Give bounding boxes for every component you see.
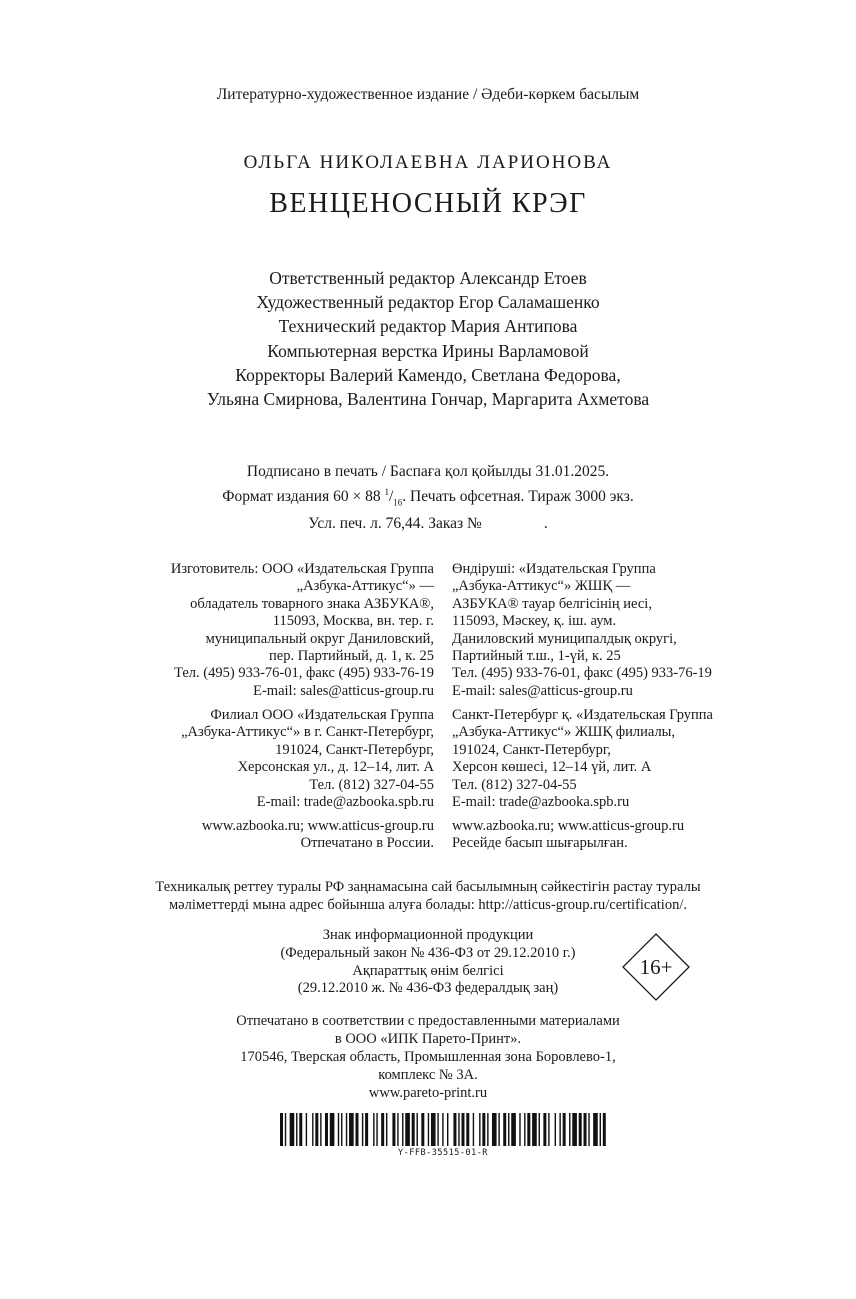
address-line: Херсон көшесі, 12–14 үй, лит. А: [452, 759, 652, 776]
manufacturer-kz-main: [452, 561, 752, 700]
barcode-bar: [447, 1113, 448, 1146]
web-kz: [452, 818, 752, 853]
credit-line: Технический редактор Мария Антипова: [278, 316, 578, 337]
website-line: www.azbooka.ru; www.atticus-group.ru: [452, 818, 685, 834]
barcode: [280, 1113, 606, 1146]
phone-line: Тел. (812) 327-04-55: [452, 776, 577, 793]
website-line: www.azbooka.ru; www.atticus-group.ru: [201, 818, 434, 834]
barcode-bar: [405, 1113, 410, 1146]
barcode-text: Y-FFB-35515-01-R: [398, 1148, 488, 1158]
address-line: Изготовитель: ООО «Издательская Группа: [170, 561, 434, 577]
note-line: Техникалық реттеу туралы РФ заңнамасына сай басылымның сәйкестігін растау туралы: [155, 879, 701, 895]
barcode-bar: [373, 1113, 374, 1146]
printer-info: [0, 1012, 856, 1102]
barcode-bar: [376, 1113, 377, 1146]
sign-line: (29.12.2010 ж. № 436-ФЗ федералдық заң): [297, 980, 559, 997]
barcode-bar: [428, 1113, 429, 1146]
address-line: Санкт-Петербург қ. «Издательская Группа: [452, 707, 713, 723]
barcode-bar: [453, 1113, 456, 1146]
manufacturer-ru-main: [100, 561, 434, 700]
note-line: мәліметтерді мына адрес бойынша алуға болады: http://atticus-group.ru/certification/.: [169, 897, 687, 913]
barcode-bar: [548, 1113, 549, 1146]
barcode-bar: [559, 1113, 560, 1146]
barcode-bar: [503, 1113, 506, 1146]
phone-line: Тел. (812) 327-04-55: [309, 776, 434, 793]
printer-line: 170546, Тверская область, Промышленная зона Боровлево-1,: [240, 1049, 616, 1065]
address-line: Өндіруші: «Издательская Группа: [452, 561, 656, 577]
branch-kz: [452, 707, 752, 811]
barcode-icon: [280, 1113, 606, 1146]
printer-line: комплекс № 3А.: [378, 1067, 478, 1083]
barcode-bar: [312, 1113, 313, 1146]
barcode-bar: [381, 1113, 384, 1146]
printer-line: www.pareto-print.ru: [368, 1085, 488, 1101]
barcode-bar: [461, 1113, 464, 1146]
address-line: „Азбука-Аттикус“» в г. Санкт-Петербург,: [181, 724, 434, 741]
email-line: E-mail: sales@atticus-group.ru: [253, 682, 434, 699]
barcode-bar: [442, 1113, 443, 1146]
printer-line: в ООО «ИПК Парето-Принт».: [334, 1031, 522, 1047]
address-line: „Азбука-Аттикус“» —: [296, 578, 434, 595]
barcode-bar: [588, 1113, 589, 1146]
printed-in-line: Ресейде басып шығарылған.: [452, 835, 628, 852]
print-sheets: Усл. печ. л. 76,44. Заказ № .: [308, 515, 548, 533]
address-line: 115093, Мәскеу, қ. іш. аум.: [452, 613, 617, 630]
barcode-bar: [417, 1113, 418, 1146]
edition-type: Литературно-художественное издание / Әдеби-көркем басылым: [216, 86, 640, 103]
barcode-bar: [458, 1113, 459, 1146]
barcode-bar: [315, 1113, 318, 1146]
barcode-bar: [579, 1113, 582, 1146]
email-line: E-mail: trade@azbooka.spb.ru: [256, 794, 434, 811]
credits-block: [0, 266, 856, 411]
barcode-bar: [519, 1113, 520, 1146]
barcode-bar: [563, 1113, 566, 1146]
barcode-bar: [569, 1113, 570, 1146]
edition-format: [0, 482, 856, 513]
barcode-bar: [600, 1113, 601, 1146]
branch-ru: [100, 707, 434, 811]
barcode-bar: [397, 1113, 398, 1146]
barcode-bar: [338, 1113, 339, 1146]
address-line: 191024, Санкт-Петербург,: [275, 741, 434, 758]
age-rating-label: 16+: [639, 955, 673, 979]
barcode-bar: [584, 1113, 587, 1146]
credit-line: Ответственный редактор Александр Етоев: [269, 268, 587, 288]
barcode-bar: [280, 1113, 283, 1146]
phone-line: Тел. (495) 933-76-01, факс (495) 933-76-19: [452, 665, 712, 682]
book-title: ВЕНЦЕНОСНЫЙ КРЭГ: [269, 188, 587, 219]
barcode-bar: [593, 1113, 598, 1146]
sign-line: (Федеральный закон № 436-ФЗ от 29.12.2010 г.): [280, 944, 576, 961]
barcode-bar: [362, 1113, 363, 1146]
address-line: 191024, Санкт-Петербург,: [452, 741, 611, 758]
address-line: Херсонская ул., д. 12–14, лит. А: [237, 759, 434, 776]
barcode-bar: [539, 1113, 540, 1146]
format-suffix: . Печать офсетная. Тираж 3000 экз.: [402, 488, 634, 506]
age-rating-badge: [622, 933, 690, 1001]
barcode-bar: [498, 1113, 499, 1146]
printed-in-line: Отпечатано в России.: [300, 835, 434, 852]
barcode-bar: [431, 1113, 436, 1146]
barcode-bar: [290, 1113, 295, 1146]
address-line: 115093, Москва, вн. тер. г.: [272, 613, 434, 630]
book-author: ОЛЬГА НИКОЛАЕВНА ЛАРИОНОВА: [243, 152, 613, 173]
barcode-bar: [341, 1113, 342, 1146]
barcode-bar: [524, 1113, 525, 1146]
tech-regulation-note: [0, 878, 856, 914]
barcode-bar: [543, 1113, 546, 1146]
barcode-bar: [412, 1113, 415, 1146]
printer-line: Отпечатано в соответствии с предоставленными материалами: [236, 1013, 620, 1029]
email-line: E-mail: trade@azbooka.spb.ru: [452, 794, 630, 811]
barcode-bar: [349, 1113, 354, 1146]
barcode-bar: [555, 1113, 556, 1146]
barcode-bar: [330, 1113, 335, 1146]
barcode-bar: [508, 1113, 509, 1146]
email-line: E-mail: sales@atticus-group.ru: [452, 682, 633, 699]
address-line: АЗБУКА® тауар белгісінің иесі,: [452, 595, 652, 612]
address-line: муниципальный округ Даниловский,: [205, 630, 434, 647]
credit-line: Ульяна Смирнова, Валентина Гончар, Маргарита Ахметова: [206, 389, 650, 410]
barcode-bar: [527, 1113, 530, 1146]
barcode-bar: [325, 1113, 328, 1146]
barcode-bar: [473, 1113, 474, 1146]
format-prefix: Формат издания 60 × 88: [222, 488, 385, 506]
credit-line: Художественный редактор Егор Саламашенко: [256, 292, 600, 313]
phone-line: Тел. (495) 933-76-01, факс (495) 933-76-19: [174, 665, 434, 682]
sign-line: Знак информационной продукции: [322, 927, 534, 943]
address-line: Даниловский муниципалдық округі,: [452, 630, 677, 647]
info-product-sign: [230, 927, 626, 998]
barcode-bar: [437, 1113, 438, 1146]
barcode-bar: [296, 1113, 297, 1146]
barcode-bar: [492, 1113, 497, 1146]
address-line: обладатель товарного знака АЗБУКА®,: [190, 595, 434, 612]
address-line: „Азбука-Аттикус“» ЖШҚ филиалы,: [452, 724, 676, 741]
address-line: Филиал ООО «Издательская Группа: [210, 707, 434, 723]
format-fraction-denominator: 16: [393, 497, 403, 508]
barcode-bar: [572, 1113, 577, 1146]
credit-line: Корректоры Валерий Камендо, Светлана Федорова,: [235, 364, 621, 385]
barcode-bar: [386, 1113, 387, 1146]
barcode-bar: [482, 1113, 485, 1146]
barcode-bar: [402, 1113, 403, 1146]
barcode-bar: [421, 1113, 424, 1146]
web-ru: [100, 818, 434, 853]
credit-line: Компьютерная верстка Ирины Варламовой: [267, 340, 589, 361]
barcode-bar: [479, 1113, 480, 1146]
address-line: Партийный т.ш., 1-үй, к. 25: [452, 648, 621, 665]
format-fraction-slash: /: [388, 488, 394, 506]
barcode-bar: [299, 1113, 302, 1146]
barcode-bar: [306, 1113, 307, 1146]
barcode-bar: [365, 1113, 368, 1146]
barcode-bar: [285, 1113, 286, 1146]
format-fraction-numerator: 1: [384, 487, 389, 497]
barcode-bar: [603, 1113, 606, 1146]
barcode-bar: [346, 1113, 347, 1146]
barcode-bar: [532, 1113, 537, 1146]
barcode-bar: [487, 1113, 488, 1146]
address-line: пер. Партийный, д. 1, к. 25: [269, 648, 434, 665]
print-info-block: [0, 461, 856, 534]
barcode-bar: [355, 1113, 358, 1146]
barcode-bar: [511, 1113, 516, 1146]
signed-date: Подписано в печать / Баспаға қол қойылды 31.01.2025.: [246, 463, 610, 480]
barcode-bar: [392, 1113, 395, 1146]
barcode-bar: [466, 1113, 469, 1146]
address-line: „Азбука-Аттикус“» ЖШҚ —: [452, 578, 631, 595]
sign-line: Ақпараттық өнім белгісі: [352, 962, 504, 979]
barcode-bar: [320, 1113, 321, 1146]
